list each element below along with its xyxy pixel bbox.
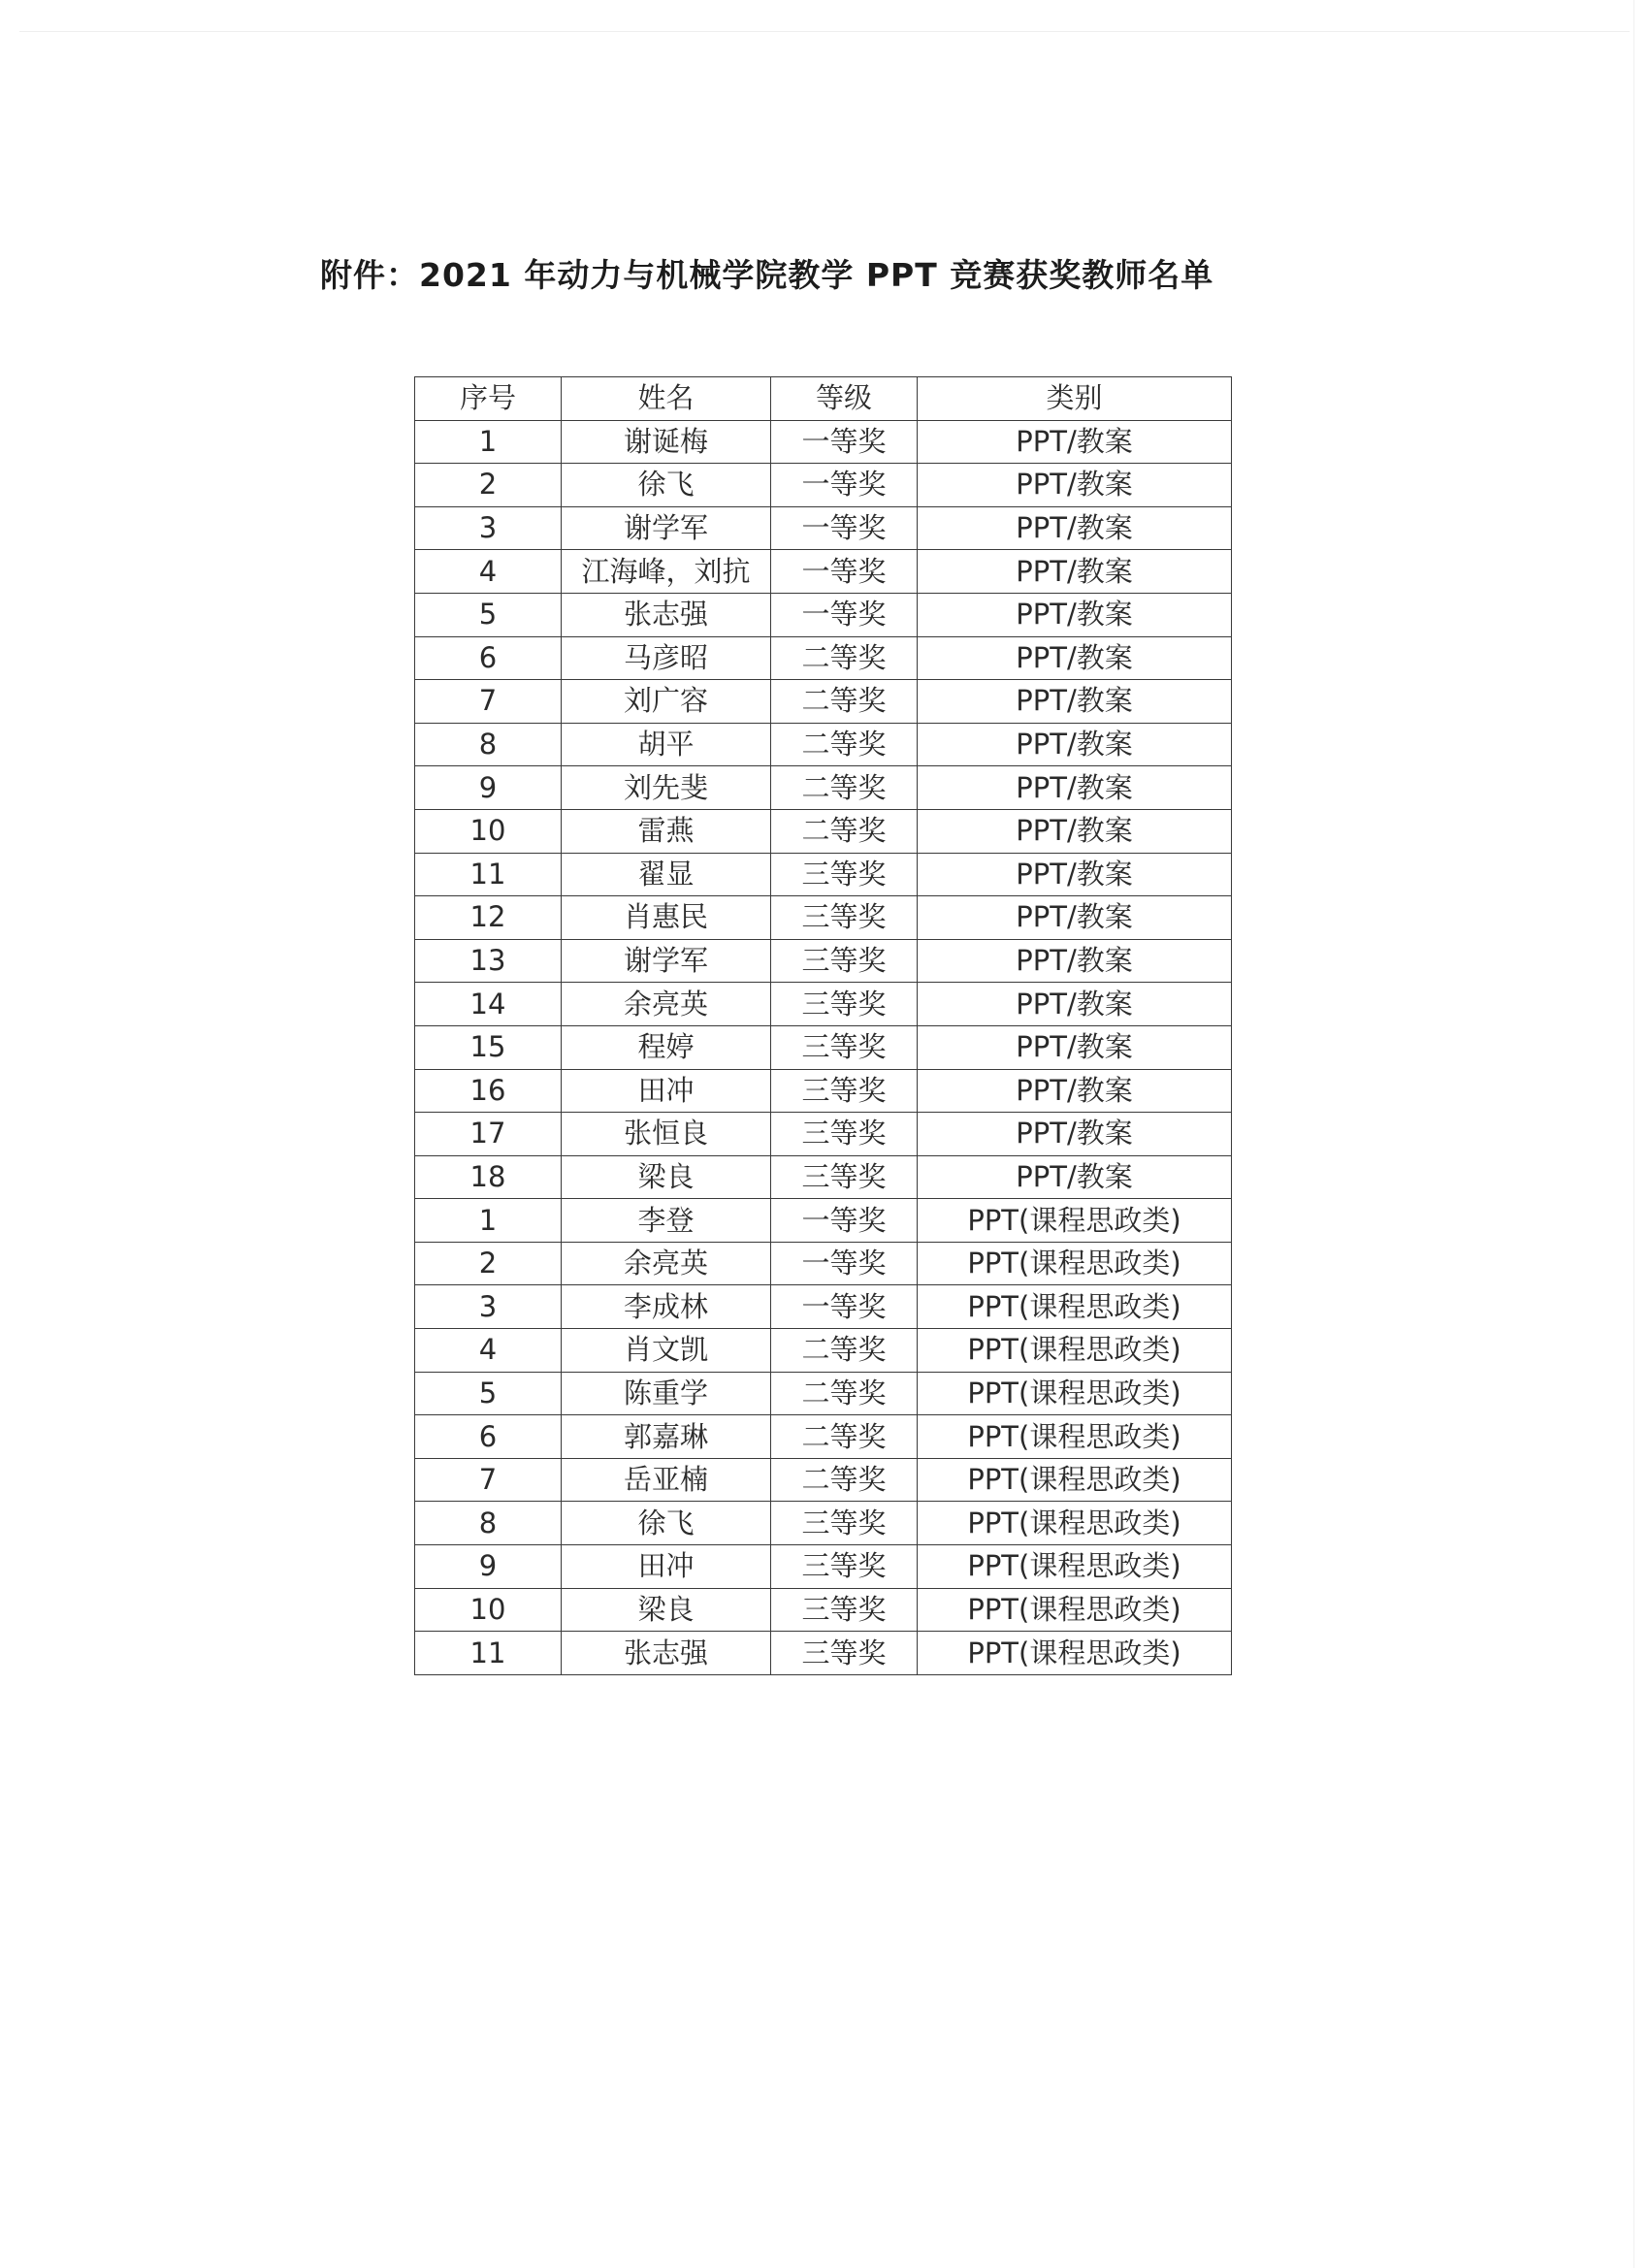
cell-level: 三等奖 (771, 896, 918, 940)
cell-no: 10 (415, 809, 562, 853)
cell-category: PPT/教案 (918, 939, 1232, 983)
cell-no: 11 (415, 853, 562, 896)
cell-name: 陈重学 (562, 1372, 771, 1415)
cell-category: PPT(课程思政类) (918, 1285, 1232, 1329)
header-name: 姓名 (562, 377, 771, 421)
cell-no: 2 (415, 1242, 562, 1285)
cell-no: 7 (415, 1458, 562, 1502)
cell-level: 三等奖 (771, 1113, 918, 1156)
cell-level: 一等奖 (771, 506, 918, 550)
cell-no: 3 (415, 1285, 562, 1329)
table-row (415, 1545, 1232, 1589)
cell-category: PPT(课程思政类) (918, 1415, 1232, 1459)
cell-no: 16 (415, 1069, 562, 1113)
cell-level: 二等奖 (771, 1329, 918, 1373)
cell-category: PPT/教案 (918, 680, 1232, 724)
cell-no: 13 (415, 939, 562, 983)
table-row (415, 1069, 1232, 1113)
cell-level: 二等奖 (771, 723, 918, 766)
cell-category: PPT/教案 (918, 766, 1232, 810)
cell-level: 三等奖 (771, 1155, 918, 1199)
cell-level: 三等奖 (771, 1588, 918, 1632)
table-header-row (415, 377, 1232, 421)
table-row (415, 636, 1232, 680)
cell-no: 9 (415, 766, 562, 810)
cell-no: 12 (415, 896, 562, 940)
table-row (415, 1632, 1232, 1675)
scan-edge-top (19, 31, 1630, 32)
cell-no: 8 (415, 723, 562, 766)
table-row (415, 723, 1232, 766)
cell-category: PPT/教案 (918, 550, 1232, 594)
table-row (415, 809, 1232, 853)
cell-name: 郭嘉琳 (562, 1415, 771, 1459)
table-row (415, 420, 1232, 464)
cell-level: 三等奖 (771, 1545, 918, 1589)
cell-level: 三等奖 (771, 1069, 918, 1113)
table-row (415, 896, 1232, 940)
cell-no: 3 (415, 506, 562, 550)
cell-level: 二等奖 (771, 680, 918, 724)
table-row (415, 853, 1232, 896)
table-row (415, 1458, 1232, 1502)
table-row (415, 1025, 1232, 1069)
cell-no: 17 (415, 1113, 562, 1156)
cell-name: 徐飞 (562, 1502, 771, 1545)
table-row (415, 1329, 1232, 1373)
table-body (415, 420, 1232, 1674)
cell-name: 马彦昭 (562, 636, 771, 680)
cell-no: 5 (415, 593, 562, 636)
cell-level: 二等奖 (771, 1415, 918, 1459)
cell-category: PPT/教案 (918, 636, 1232, 680)
cell-category: PPT(课程思政类) (918, 1502, 1232, 1545)
cell-category: PPT(课程思政类) (918, 1199, 1232, 1243)
table-row (415, 1588, 1232, 1632)
cell-no: 9 (415, 1545, 562, 1589)
cell-no: 4 (415, 1329, 562, 1373)
cell-category: PPT/教案 (918, 853, 1232, 896)
table-row (415, 464, 1232, 507)
table-row (415, 1415, 1232, 1459)
cell-category: PPT/教案 (918, 1155, 1232, 1199)
cell-no: 8 (415, 1502, 562, 1545)
cell-level: 三等奖 (771, 983, 918, 1026)
cell-category: PPT/教案 (918, 420, 1232, 464)
cell-level: 一等奖 (771, 464, 918, 507)
cell-no: 2 (415, 464, 562, 507)
cell-name: 田冲 (562, 1545, 771, 1589)
cell-name: 岳亚楠 (562, 1458, 771, 1502)
scan-edge-right (1633, 0, 1634, 2268)
cell-no: 1 (415, 420, 562, 464)
table-row (415, 766, 1232, 810)
cell-category: PPT/教案 (918, 1113, 1232, 1156)
cell-category: PPT/教案 (918, 723, 1232, 766)
table-row (415, 1113, 1232, 1156)
table-row (415, 1155, 1232, 1199)
table-row (415, 593, 1232, 636)
table-row (415, 939, 1232, 983)
cell-category: PPT/教案 (918, 593, 1232, 636)
table-row (415, 983, 1232, 1026)
cell-category: PPT/教案 (918, 1025, 1232, 1069)
cell-name: 徐飞 (562, 464, 771, 507)
cell-level: 一等奖 (771, 1285, 918, 1329)
cell-level: 三等奖 (771, 1025, 918, 1069)
cell-name: 刘先斐 (562, 766, 771, 810)
cell-category: PPT/教案 (918, 809, 1232, 853)
cell-level: 一等奖 (771, 593, 918, 636)
cell-name: 梁良 (562, 1588, 771, 1632)
cell-category: PPT/教案 (918, 896, 1232, 940)
cell-name: 程婷 (562, 1025, 771, 1069)
table-row (415, 506, 1232, 550)
table-row (415, 550, 1232, 594)
cell-name: 余亮英 (562, 983, 771, 1026)
cell-category: PPT(课程思政类) (918, 1329, 1232, 1373)
cell-name: 李登 (562, 1199, 771, 1243)
cell-no: 6 (415, 636, 562, 680)
cell-name: 翟显 (562, 853, 771, 896)
cell-name: 刘广容 (562, 680, 771, 724)
cell-no: 14 (415, 983, 562, 1026)
cell-name: 张恒良 (562, 1113, 771, 1156)
cell-name: 余亮英 (562, 1242, 771, 1285)
header-no: 序号 (415, 377, 562, 421)
cell-name: 张志强 (562, 593, 771, 636)
cell-category: PPT/教案 (918, 506, 1232, 550)
header-level: 等级 (771, 377, 918, 421)
cell-level: 三等奖 (771, 1502, 918, 1545)
cell-category: PPT(课程思政类) (918, 1588, 1232, 1632)
table-row (415, 1285, 1232, 1329)
cell-level: 二等奖 (771, 1458, 918, 1502)
table-row (415, 1502, 1232, 1545)
cell-name: 肖文凯 (562, 1329, 771, 1373)
table-row (415, 1242, 1232, 1285)
cell-level: 一等奖 (771, 420, 918, 464)
cell-no: 11 (415, 1632, 562, 1675)
cell-no: 10 (415, 1588, 562, 1632)
cell-name: 雷燕 (562, 809, 771, 853)
award-winners-table (414, 376, 1232, 1675)
cell-no: 7 (415, 680, 562, 724)
cell-level: 三等奖 (771, 939, 918, 983)
cell-name: 张志强 (562, 1632, 771, 1675)
cell-no: 1 (415, 1199, 562, 1243)
cell-name: 谢学军 (562, 939, 771, 983)
header-category: 类别 (918, 377, 1232, 421)
cell-no: 6 (415, 1415, 562, 1459)
cell-level: 一等奖 (771, 550, 918, 594)
cell-category: PPT(课程思政类) (918, 1632, 1232, 1675)
cell-category: PPT/教案 (918, 1069, 1232, 1113)
cell-no: 5 (415, 1372, 562, 1415)
cell-level: 二等奖 (771, 1372, 918, 1415)
cell-name: 李成林 (562, 1285, 771, 1329)
cell-category: PPT(课程思政类) (918, 1242, 1232, 1285)
cell-name: 江海峰，刘抗 (562, 550, 771, 594)
cell-name: 谢诞梅 (562, 420, 771, 464)
cell-no: 4 (415, 550, 562, 594)
cell-level: 二等奖 (771, 766, 918, 810)
cell-level: 一等奖 (771, 1242, 918, 1285)
cell-no: 15 (415, 1025, 562, 1069)
cell-name: 胡平 (562, 723, 771, 766)
cell-level: 一等奖 (771, 1199, 918, 1243)
cell-name: 肖惠民 (562, 896, 771, 940)
cell-level: 三等奖 (771, 853, 918, 896)
cell-category: PPT(课程思政类) (918, 1545, 1232, 1589)
table-row (415, 1199, 1232, 1243)
cell-name: 梁良 (562, 1155, 771, 1199)
cell-name: 谢学军 (562, 506, 771, 550)
page-title: 附件：2021 年动力与机械学院教学 PPT 竞赛获奖教师名单 (320, 256, 1214, 294)
cell-level: 二等奖 (771, 636, 918, 680)
cell-category: PPT(课程思政类) (918, 1458, 1232, 1502)
table-row (415, 680, 1232, 724)
cell-no: 18 (415, 1155, 562, 1199)
cell-category: PPT/教案 (918, 464, 1232, 507)
cell-level: 三等奖 (771, 1632, 918, 1675)
cell-name: 田冲 (562, 1069, 771, 1113)
cell-category: PPT(课程思政类) (918, 1372, 1232, 1415)
cell-category: PPT/教案 (918, 983, 1232, 1026)
table-row (415, 1372, 1232, 1415)
cell-level: 二等奖 (771, 809, 918, 853)
